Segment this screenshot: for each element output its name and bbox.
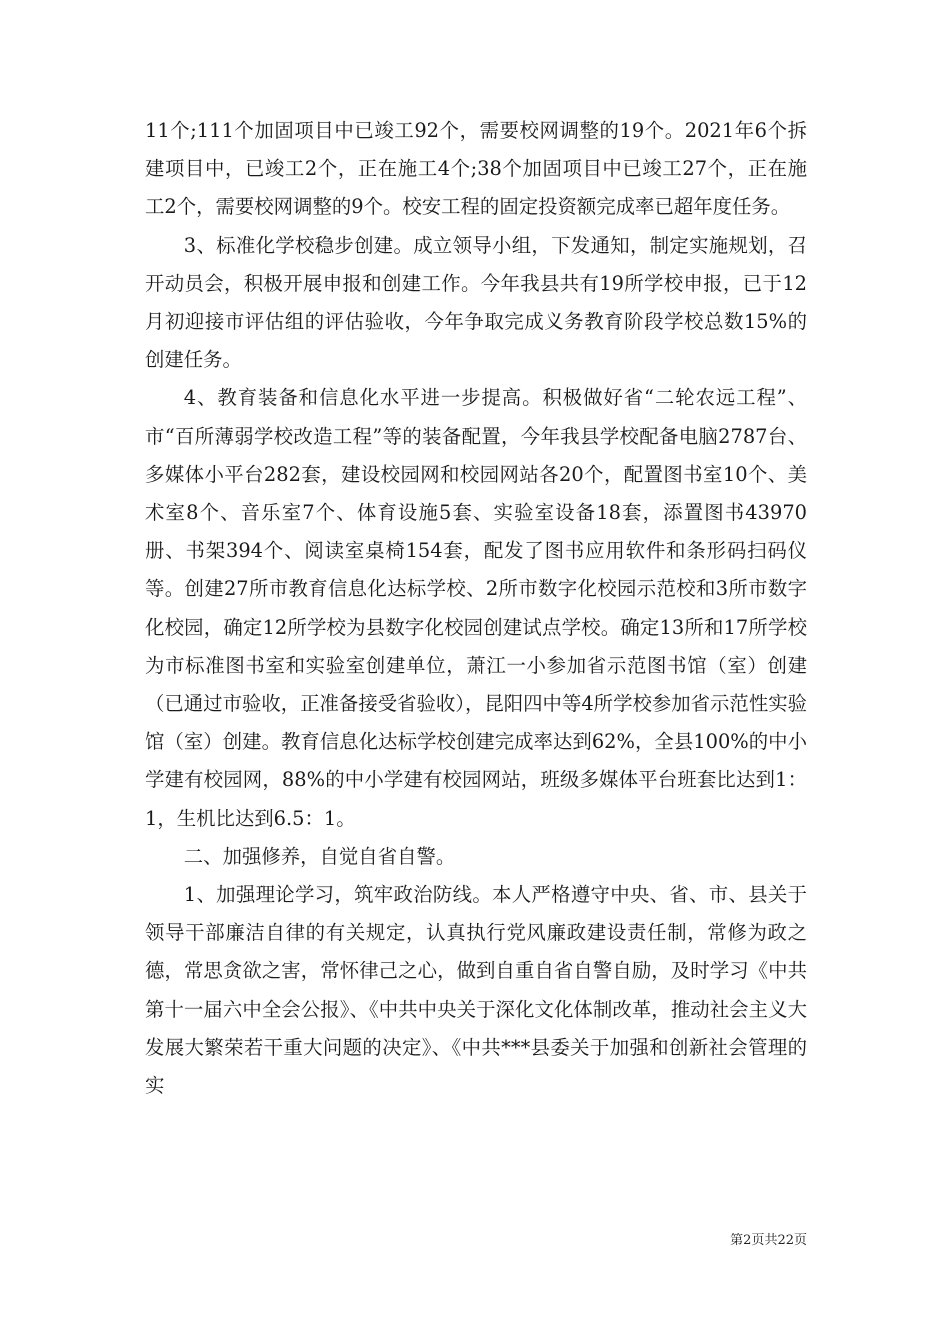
document-body (145, 112, 807, 1105)
paragraph-4: 1、加强理论学习，筑牢政治防线。本人严格遵守中央、省、市、县关于领导干部廉洁自律的有关规定，认真执行党风廉政建设责任制，常修为政之德，常思贪欲之害，常怀律己之心，做到自重自省自警自励，及时学习《中共第十一届六中全会公报》、《中共中央关于深化文化体制改革，推动社会主义大发展大繁荣若干重大问题的决定》、《中共***县委关于加强和创新社会管理的实 (145, 883, 807, 1098)
paragraph-3: 4、教育装备和信息化水平进一步提高。积极做好省“二轮农远工程”、市“百所薄弱学校改造工程”等的装备配置，今年我县学校配备电脑2787台、多媒体小平台282套，建设校园网和校园网站各20个，配置图书室10个、美术室8个、音乐室7个、体育设施5套、实验室设备18套，添置图书43970册、书架394个、阅读室桌椅154套，配发了图书应用软件和条形码扫码仪等。创建27所市教育信息化达标学校、2所市数字化校园示范校和3所市数字化校园，确定12所学校为县数字化校园创建试点学校。确定13所和17所学校为市标准图书室和实验室创建单位，萧江一小参加省示范图书馆（室）创建（已通过市验收，正准备接受省验收），昆阳四中等4所学校参加省示范性实验馆（室）创建。教育信息化达标学校创建完成率达到62%，全县100%的中小学建有校园网，88%的中小学建有校园网站，班级多媒体平台班套比达到1：1，生机比达到6.5：1。 (145, 386, 807, 830)
section-heading: 二、加强修养，自觉自省自警。 (183, 844, 456, 868)
paragraph-2: 3、标准化学校稳步创建。成立领导小组，下发通知，制定实施规划，召开动员会，积极开展申报和创建工作。今年我县共有19所学校申报，已于12月初迎接市评估组的评估验收，今年争取完成义务教育阶段学校总数15%的创建任务。 (145, 233, 807, 372)
paragraph-1: 11个;111个加固项目中已竣工92个，需要校网调整的19个。2021年6个拆建项目中，已竣工2个，正在施工4个;38个加固项目中已竣工27个，正在施工2个，需要校网调整的9个。校安工程的固定投资额完成率已超年度任务。 (145, 119, 807, 219)
page-number-footer: 第2页共22页 (730, 1233, 807, 1248)
